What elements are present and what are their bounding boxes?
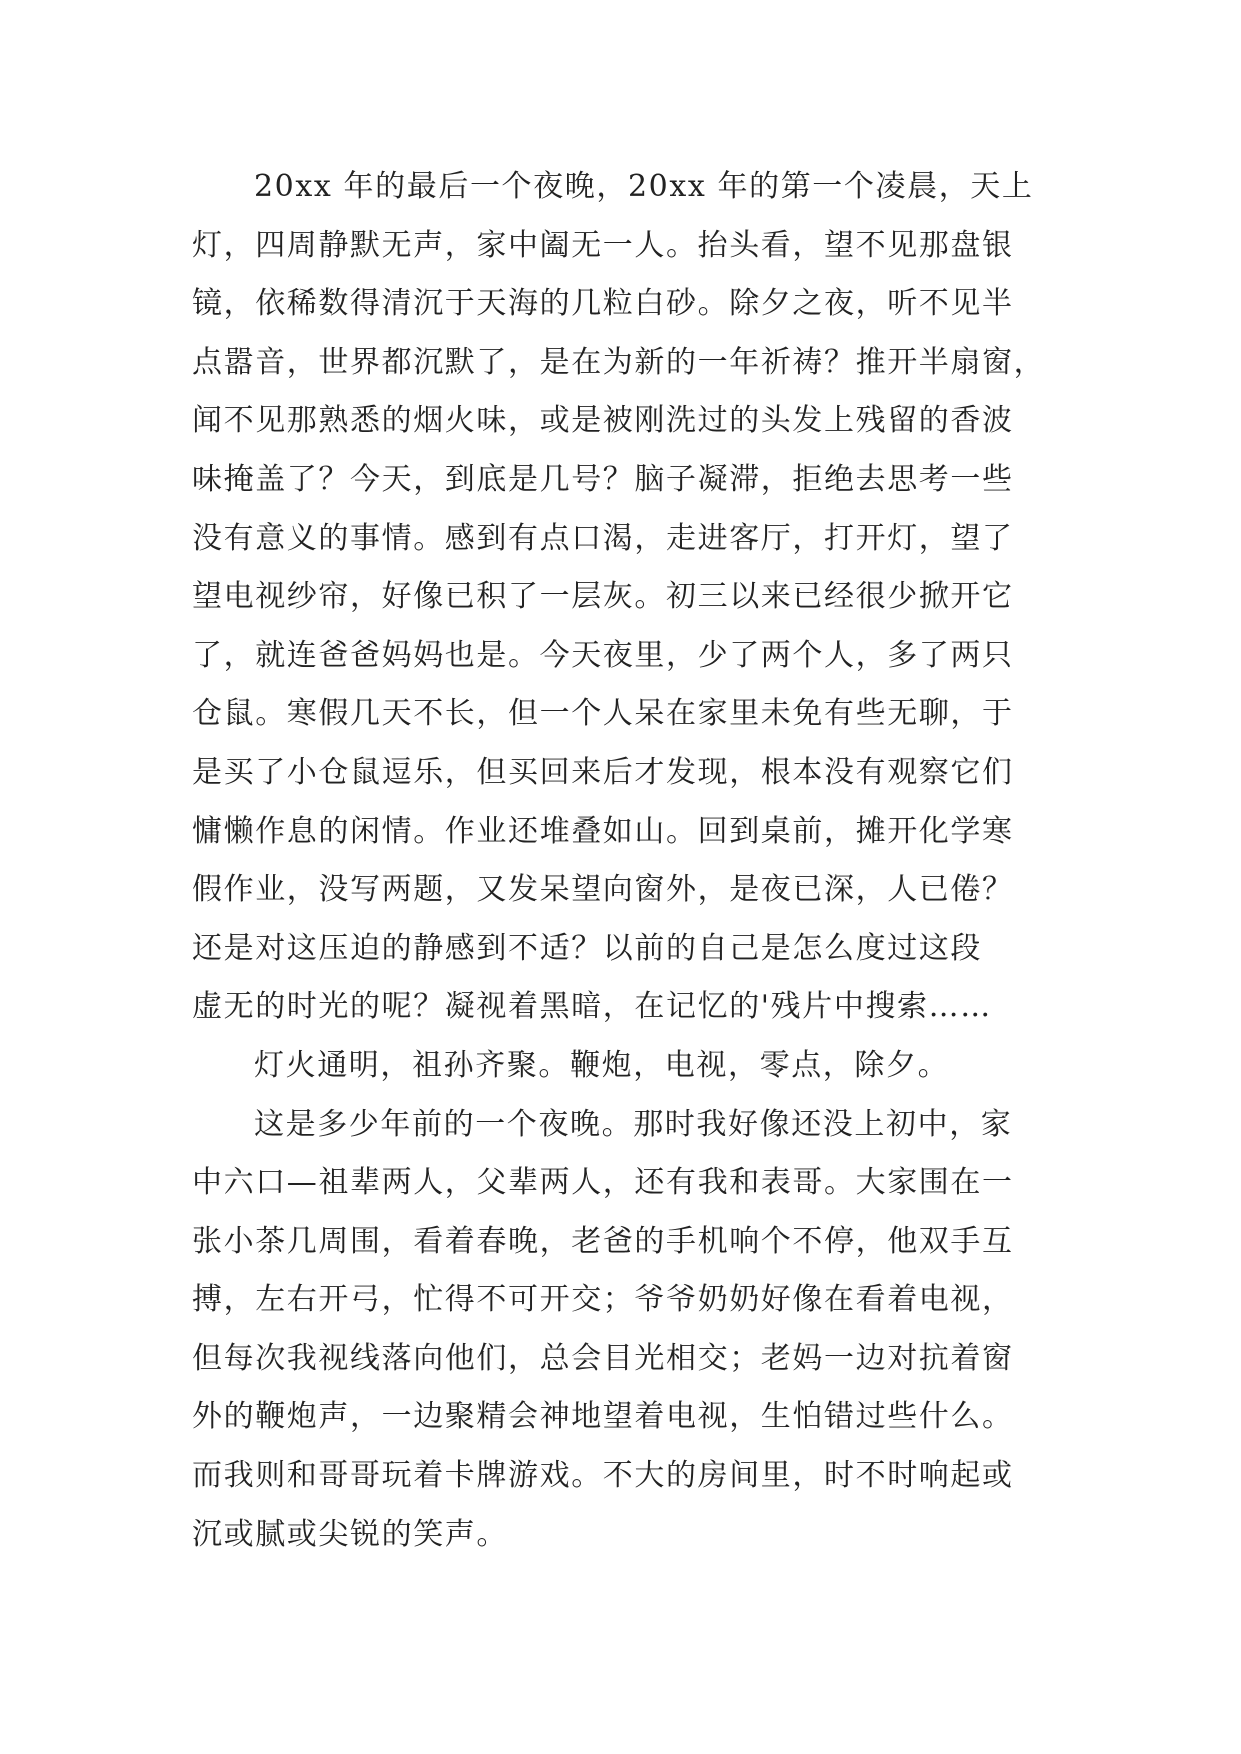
- text-line: 镜，依稀数得清沉于天海的几粒白砂。除夕之夜，听不见半: [192, 286, 1014, 322]
- text-line: 点嚣音，世界都沉默了，是在为新的一年祈祷？推开半扇窗，: [192, 344, 1046, 380]
- text-line: 搏，左右开弓，忙得不可开交；爷爷奶奶好像在看着电视，: [192, 1282, 1014, 1318]
- text-line: 这是多少年前的一个夜晚。那时我好像还没上初中，家: [254, 1106, 1013, 1142]
- text-line: 沉或腻或尖锐的笑声。: [192, 1516, 508, 1552]
- text-line: 灯，四周静默无声，家中阖无一人。抬头看，望不见那盘银: [192, 227, 1014, 263]
- text-line: 味掩盖了？今天，到底是几号？脑子凝滞，拒绝去思考一些: [192, 461, 1014, 497]
- document-body: [192, 158, 1074, 1564]
- text-line: 中六口—祖辈两人，父辈两人，还有我和表哥。大家围在一: [192, 1165, 1014, 1201]
- text-line: 没有意义的事情。感到有点口渴，走进客厅，打开灯，望了: [192, 520, 1014, 556]
- text-line: 了，就连爸爸妈妈也是。今天夜里，少了两个人，多了两只: [192, 637, 1014, 673]
- text-line: 而我则和哥哥玩着卡牌游戏。不大的房间里，时不时响起或: [192, 1458, 1014, 1494]
- text-line: 闻不见那熟悉的烟火味，或是被刚洗过的头发上残留的香波: [192, 403, 1014, 439]
- text-line: 还是对这压迫的静感到不适？以前的自己是怎么度过这段: [192, 930, 982, 966]
- text-line: 但每次我视线落向他们，总会目光相交；老妈一边对抗着窗: [192, 1340, 1014, 1376]
- text-line: 灯火通明，祖孙齐聚。鞭炮，电视，零点，除夕。: [254, 1047, 950, 1083]
- text-line: 是买了小仓鼠逗乐，但买回来后才发现，根本没有观察它们: [192, 754, 1014, 790]
- text-line: 望电视纱帘，好像已积了一层灰。初三以来已经很少掀开它: [192, 579, 1014, 615]
- text-line: 慵懒作息的闲情。作业还堆叠如山。回到桌前，摊开化学寒: [192, 813, 1014, 849]
- text-line: 20xx 年的最后一个夜晚，20xx 年的第一个凌晨，天上: [254, 169, 1034, 204]
- text-line: 虚无的时光的呢？凝视着黑暗，在记忆的'残片中搜索……: [192, 989, 992, 1025]
- text-line: 假作业，没写两题，又发呆望向窗外，是夜已深，人已倦？: [192, 872, 1014, 908]
- text-line: 外的鞭炮声，一边聚精会神地望着电视，生怕错过些什么。: [192, 1399, 1014, 1435]
- text-line: 仓鼠。寒假几天不长，但一个人呆在家里未免有些无聊，于: [192, 696, 1014, 732]
- text-line: 张小茶几周围，看着春晚，老爸的手机响个不停，他双手互: [192, 1223, 1014, 1259]
